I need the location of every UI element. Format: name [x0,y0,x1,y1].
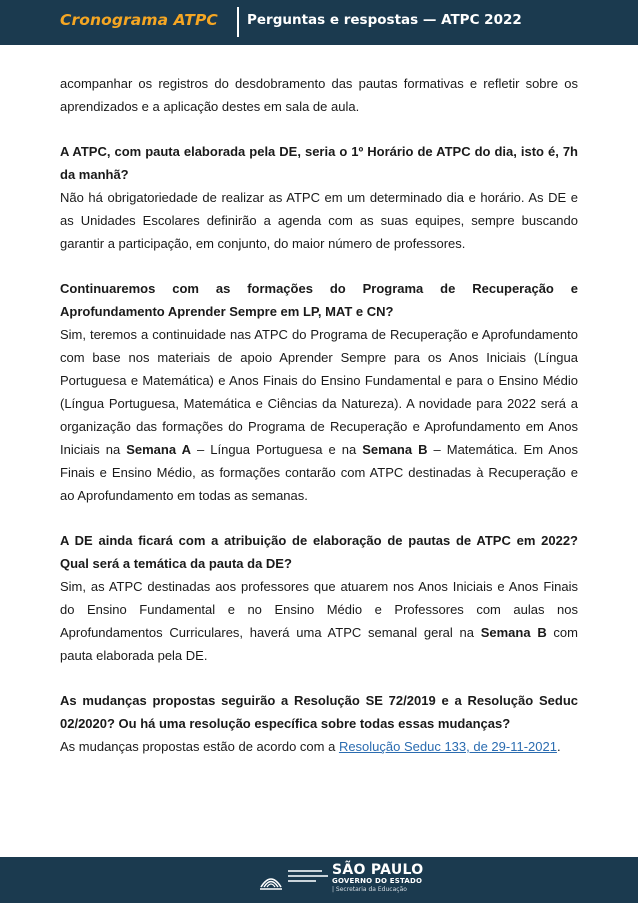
answer-text [60,575,578,667]
answer-text [60,323,578,507]
qa-item [60,689,578,758]
page-title: Perguntas e respostas — ATPC 2022 [247,12,522,28]
question-text: As mudanças propostas seguirão a Resolução SE 72/2019 e a Resolução Seduc 02/2020? Ou há uma resolução específica sobre todas essas mudanças? [60,693,578,731]
header-divider [237,7,239,37]
sao-paulo-logo [332,863,423,894]
answer-bold-segment: Semana B [480,625,547,640]
secretariat-mark [288,870,328,890]
answer-segment: – Língua Portuguesa e na [191,442,363,457]
answer-bold-segment: Semana B [362,442,428,457]
header-bar [0,0,638,45]
document-body [60,72,578,758]
qa-item [60,140,578,255]
footer-bar [0,857,638,903]
intro-paragraph: acompanhar os registros do desdobramento das pautas formativas e refletir sobre os aprendizados e a aplicação destes em sala de aula. [60,76,578,114]
answer-segment: Sim, teremos a continuidade nas ATPC do Programa de Recuperação e Aprofundamento com base nos materiais de apoio Aprender Sempre para os Anos Iniciais (Língua Portuguesa e Matemática) e Anos Finais do Ensino Fundamental e para o Ensino Médio (Língua Portuguesa, Matemática e Ciências da Natureza). A novidade para 2022 será a organização das formações do Programa de Recuperação e Aprofundamento em Anos Iniciais na [60,327,578,457]
resolution-link[interactable]: Resolução Seduc 133, de 29-11-2021 [338,739,557,754]
answer-segment: com pauta elaborada pela DE. [60,625,578,663]
answer-text: Não há obrigatoriedade de realizar as ATPC em um determinado dia e horário. As DE e as Unidades Escolares definirão a agenda com as suas equipes, sempre buscando garantir a participação, em conjunto, do maior número de professores. [60,190,578,251]
qa-item [60,277,578,507]
question-text: A DE ainda ficará com a atribuição de elaboração de pautas de ATPC em 2022? Qual será a temática da pauta da DE? [60,533,578,571]
answer-segment: – Matemática. Em Anos Finais e Ensino Médio, as formações contarão com ATPC destinadas à Recuperação e ao Aprofundamento em todas as semanas. [60,442,578,503]
answer-segment: As mudanças propostas estão de acordo com a [60,739,339,754]
qa-item [60,529,578,667]
answer-segment: . [556,739,561,754]
logo-line-3: | Secretaria da Educação [332,886,407,893]
question-text: A ATPC, com pauta elaborada pela DE, seria o 1º Horário de ATPC do dia, isto é, 7h da manhã? [60,144,578,182]
answer-segment: Sim, as ATPC destinadas aos professores que atuarem nos Anos Iniciais e Anos Finais do Ensino Fundamental e no Ensino Médio e Professores com aulas nos Aprofundamentos Curriculares, haverá uma ATPC semanal geral na [60,579,578,640]
answer-bold-segment: Semana A [126,442,191,457]
answer-text [60,735,578,758]
brand-title: Cronograma ATPC [60,11,218,29]
intro-section [60,72,578,118]
logo-line-1: SÃO PAULO [332,862,424,878]
logo-line-2: GOVERNO DO ESTADO [332,877,423,885]
state-seal-icon [258,867,284,893]
question-text: Continuaremos com as formações do Programa de Recuperação e Aprofundamento Aprender Sempre em LP, MAT e CN? [60,281,578,319]
